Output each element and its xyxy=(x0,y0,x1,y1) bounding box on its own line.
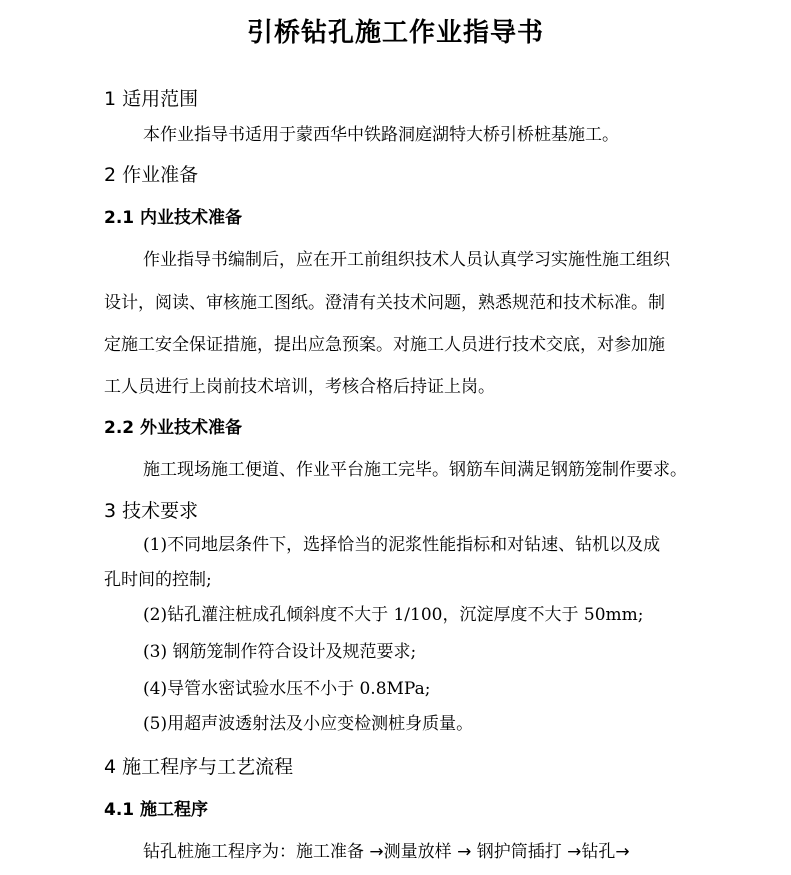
requirement-1-line-2: 孔时间的控制; xyxy=(104,570,212,590)
section-2-2-text: 施工现场施工便道、作业平台施工完毕。钢筋车间满足钢筋笼制作要求。 xyxy=(143,460,687,480)
procedure-step-2: 钢护筒插打 xyxy=(476,842,562,862)
requirement-3: (3) 钢筋笼制作符合设计及规范要求; xyxy=(143,642,417,662)
section-2-1-line-3: 定施工安全保证措施，提出应急预案。对施工人员进行技术交底，对参加施 xyxy=(104,335,665,355)
section-2-2-heading: 2.2 外业技术准备 xyxy=(104,418,243,438)
section-4-heading: 4 施工程序与工艺流程 xyxy=(104,756,294,778)
section-4-1-heading: 4.1 施工程序 xyxy=(104,800,209,820)
section-2-1-heading: 2.1 内业技术准备 xyxy=(104,208,243,228)
procedure-step-3: 钻孔 xyxy=(581,842,616,862)
requirement-4: (4)导管水密试验水压不小于 0.8MPa; xyxy=(143,679,431,699)
procedure-intro: 钻孔桩施工程序为：施工准备 xyxy=(143,842,364,862)
flow-arrow-2: → xyxy=(457,842,472,862)
section-3-heading: 3 技术要求 xyxy=(104,500,199,522)
section-2-1-line-4: 工人员进行上岗前技术培训，考核合格后持证上岗。 xyxy=(104,377,495,397)
flow-arrow-1: → xyxy=(369,842,384,862)
flow-arrow-4: → xyxy=(615,842,630,862)
section-1-heading: 1 适用范围 xyxy=(104,88,199,110)
requirement-1-line-1: (1)不同地层条件下，选择恰当的泥浆性能指标和对钻速、钻机以及成 xyxy=(143,535,661,555)
section-2-1-line-1: 作业指导书编制后，应在开工前组织技术人员认真学习实施性施工组织 xyxy=(143,250,670,270)
section-1-text: 本作业指导书适用于蒙西华中铁路洞庭湖特大桥引桥桩基施工。 xyxy=(143,125,619,145)
procedure-flow xyxy=(143,837,630,862)
section-2-1-line-2: 设计，阅读、审核施工图纸。澄清有关技术问题，熟悉规范和技术标准。制 xyxy=(104,293,665,313)
document-title: 引桥钻孔施工作业指导书 xyxy=(246,18,544,48)
requirement-5: (5)用超声波透射法及小应变检测桩身质量。 xyxy=(143,714,474,734)
requirement-2: (2)钻孔灌注桩成孔倾斜度不大于 1/100，沉淀厚度不大于 50mm; xyxy=(143,605,644,625)
section-2-heading: 2 作业准备 xyxy=(104,164,199,186)
procedure-step-1: 测量放样 xyxy=(383,842,452,862)
flow-arrow-3: → xyxy=(567,842,582,862)
